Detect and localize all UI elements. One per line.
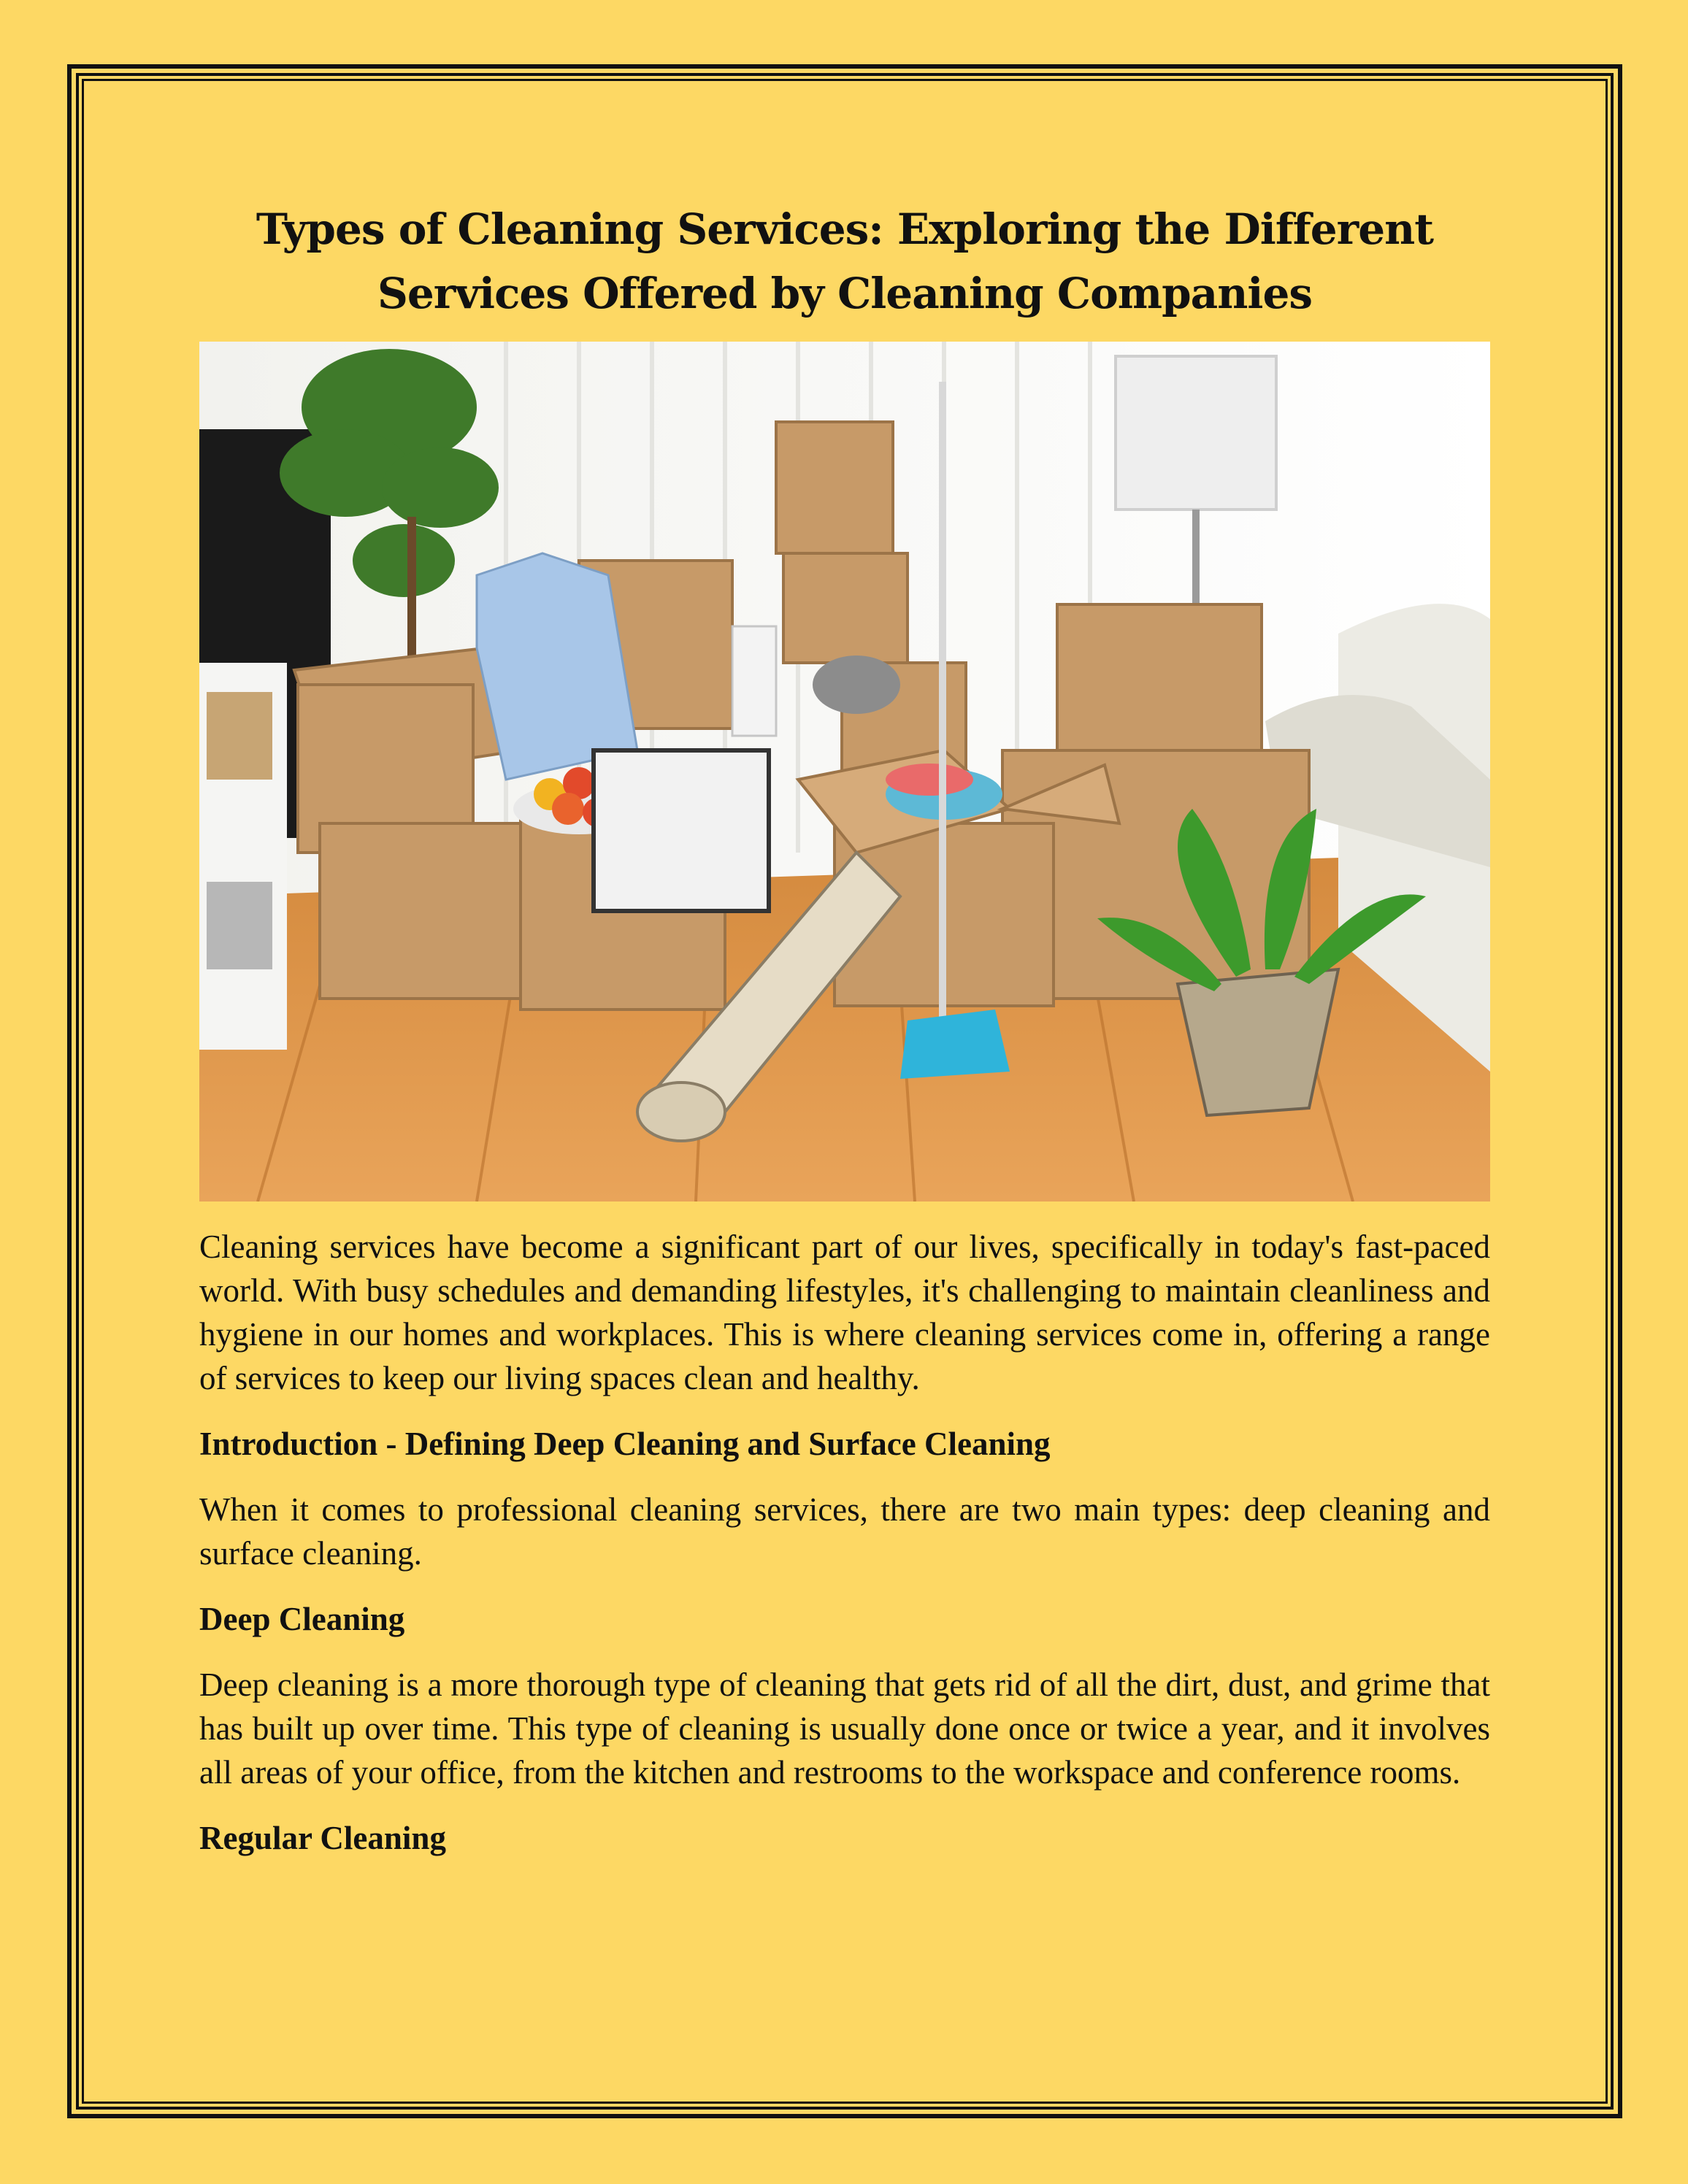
section-paragraph-introduction: When it comes to professional cleaning services, there are two main types: deep cleaning and surface cleaning. — [199, 1491, 1490, 1572]
intro-paragraph: Cleaning services have become a significant part of our lives, specifically in today's fast-paced world. With busy schedules and demanding lifestyles, it's challenging to maintain cleanliness and hygiene in our homes and workplaces. This is where cleaning services come in, offering a range of services to keep our living spaces clean and healthy. — [199, 1228, 1490, 1396]
section-heading-introduction: Introduction - Defining Deep Cleaning and Surface Cleaning — [199, 1426, 1051, 1462]
section-heading-regular-cleaning: Regular Cleaning — [199, 1820, 446, 1856]
section-paragraph-deep-cleaning: Deep cleaning is a more thorough type of cleaning that gets rid of all the dirt, dust, and grime that has built up over time. This type of cleaning is usually done once or twice a year, and it involves all areas of your office, from the kitchen and restrooms to the workspace and conference rooms. — [199, 1666, 1490, 1791]
article — [199, 197, 1490, 1860]
article-title: Types of Cleaning Services: Exploring the Different Services Offered by Cleaning Companies — [256, 204, 1434, 318]
section-heading-deep-cleaning: Deep Cleaning — [199, 1601, 405, 1637]
moving-boxes-photo — [199, 342, 1490, 1201]
